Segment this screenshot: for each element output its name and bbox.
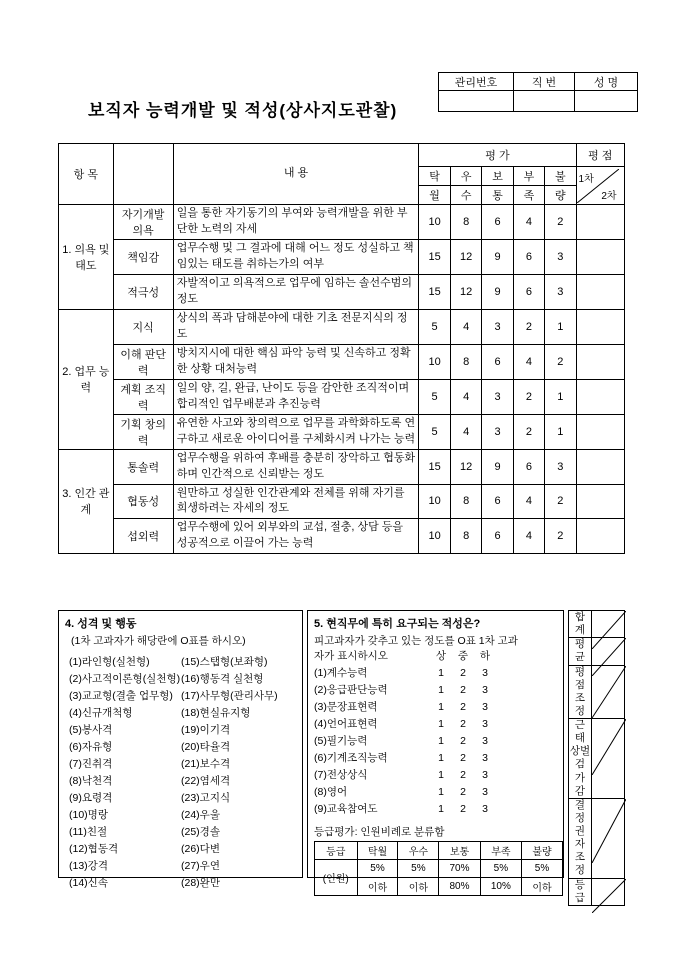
trait-item[interactable]: (12)협동격 bbox=[69, 843, 119, 855]
aptitude-option[interactable]: 3 bbox=[482, 701, 488, 713]
row-10-score-2[interactable]: 8 bbox=[450, 519, 482, 554]
table-header-row-1 bbox=[59, 144, 625, 167]
row-7-score-1[interactable]: 5 bbox=[419, 414, 451, 449]
summary-label-decider-adjust: 결 정 권 자 조 정 bbox=[569, 798, 592, 878]
header-scale-5-line2: 량 bbox=[545, 186, 576, 205]
aptitude-label: (5)필기능력 bbox=[314, 735, 368, 747]
summary-value-score-adjust[interactable] bbox=[592, 665, 625, 719]
aptitude-option[interactable]: 1 bbox=[438, 769, 444, 781]
row-3-score-3[interactable]: 9 bbox=[482, 274, 513, 309]
aptitude-option[interactable]: 3 bbox=[482, 769, 488, 781]
aptitude-option[interactable]: 3 bbox=[482, 684, 488, 696]
grade-value-poor-1: 5% bbox=[480, 860, 521, 878]
section5-col-header-high: 상 bbox=[435, 650, 447, 662]
summary-table bbox=[568, 610, 625, 906]
row-9-score-1[interactable]: 10 bbox=[419, 484, 451, 519]
row-9-score-4[interactable]: 4 bbox=[513, 484, 544, 519]
aptitude-label: (6)기계조직능력 bbox=[314, 752, 388, 764]
aptitude-option[interactable]: 3 bbox=[482, 752, 488, 764]
aptitude-label: (7)전상상식 bbox=[314, 769, 368, 781]
trait-item[interactable]: (25)경솔 bbox=[181, 826, 220, 838]
diagonal-line-icon bbox=[592, 799, 626, 863]
summary-row bbox=[569, 878, 625, 905]
grade-value-average-2: 80% bbox=[439, 878, 480, 896]
section4-column-left bbox=[69, 654, 181, 892]
table-row bbox=[59, 344, 625, 379]
section-required-aptitude bbox=[307, 610, 564, 894]
trait-item[interactable]: (17)사무형(관리사무) bbox=[181, 690, 278, 702]
row-1-score-1[interactable]: 10 bbox=[419, 205, 451, 240]
aptitude-row bbox=[314, 801, 563, 818]
trait-item[interactable]: (1)라인형(실천형) bbox=[69, 656, 150, 668]
row-5-score-3[interactable]: 6 bbox=[482, 344, 513, 379]
row-9-total[interactable] bbox=[576, 484, 624, 519]
aptitude-option[interactable]: 1 bbox=[438, 684, 444, 696]
trait-item[interactable]: (22)염세격 bbox=[181, 775, 231, 787]
row-3-score-5[interactable]: 3 bbox=[545, 274, 576, 309]
row-2-score-2[interactable]: 12 bbox=[450, 240, 482, 275]
row-4-score-1[interactable]: 5 bbox=[419, 309, 451, 344]
grade-header-average: 보통 bbox=[439, 842, 480, 860]
row-1-total[interactable] bbox=[576, 205, 624, 240]
row-category-3: 3. 인간 관계 bbox=[59, 449, 114, 554]
row-sub-9: 협동성 bbox=[113, 484, 173, 519]
row-sub-10: 섭외력 bbox=[113, 519, 173, 554]
header-score-first-second bbox=[576, 167, 624, 205]
row-10-score-5[interactable]: 2 bbox=[545, 519, 576, 554]
trait-item[interactable]: (19)이기격 bbox=[181, 724, 231, 736]
aptitude-option[interactable]: 1 bbox=[438, 667, 444, 679]
trait-item[interactable]: (7)진취격 bbox=[69, 758, 113, 770]
row-2-score-4[interactable]: 6 bbox=[513, 240, 544, 275]
row-9-score-3[interactable]: 6 bbox=[482, 484, 513, 519]
diagonal-line-icon bbox=[592, 719, 626, 775]
aptitude-label: (9)교육참여도 bbox=[314, 803, 378, 815]
header-scale-2-line1: 우 bbox=[450, 167, 482, 186]
section5-col-header-low: 하 bbox=[479, 650, 491, 662]
id-box-header-name: 성 명 bbox=[575, 73, 638, 91]
section4-columns bbox=[59, 648, 302, 892]
row-9-score-2[interactable]: 8 bbox=[450, 484, 482, 519]
id-box-value-row bbox=[439, 91, 638, 112]
row-6-score-5[interactable]: 1 bbox=[545, 379, 576, 414]
row-8-score-4[interactable]: 6 bbox=[513, 449, 544, 484]
row-desc-1: 일을 통한 자기동기의 부여와 능력개발을 위한 부단한 노력의 자세 bbox=[173, 205, 419, 240]
trait-item[interactable]: (6)자유형 bbox=[69, 741, 113, 753]
grade-table-header-row bbox=[315, 842, 563, 860]
row-desc-3: 자발적이고 의욕적으로 업무에 임하는 솔선수범의 정도 bbox=[173, 274, 419, 309]
aptitude-option[interactable]: 2 bbox=[460, 735, 466, 747]
row-8-score-5[interactable]: 3 bbox=[545, 449, 576, 484]
grade-value-good-1: 5% bbox=[398, 860, 439, 878]
aptitude-label: (1)계수능력 bbox=[314, 667, 368, 679]
section5-subtitle-2-row bbox=[308, 648, 563, 663]
row-7-score-5[interactable]: 1 bbox=[545, 414, 576, 449]
summary-label-score-adjust: 평 점 조 정 bbox=[569, 665, 592, 719]
diagonal-line-icon bbox=[592, 879, 626, 913]
id-box-header-row bbox=[439, 73, 638, 91]
aptitude-row bbox=[314, 682, 563, 699]
row-1-score-4[interactable]: 4 bbox=[513, 205, 544, 240]
trait-item[interactable]: (20)타율격 bbox=[181, 741, 231, 753]
summary-row bbox=[569, 665, 625, 719]
aptitude-row bbox=[314, 699, 563, 716]
aptitude-row bbox=[314, 716, 563, 733]
trait-item[interactable]: (4)신규개척형 bbox=[69, 707, 133, 719]
trait-item[interactable]: (3)교교형(결출 업무형) bbox=[69, 690, 173, 702]
aptitude-option[interactable]: 3 bbox=[482, 803, 488, 815]
row-3-total[interactable] bbox=[576, 274, 624, 309]
diagonal-line-icon bbox=[592, 666, 626, 718]
grade-value-bad-1: 5% bbox=[522, 860, 563, 878]
section5-subtitle-2: 자가 표시하시오 bbox=[314, 650, 388, 662]
row-6-score-3[interactable]: 3 bbox=[482, 379, 513, 414]
aptitude-option[interactable]: 2 bbox=[460, 803, 466, 815]
row-5-score-4[interactable]: 4 bbox=[513, 344, 544, 379]
id-box-value-management-no[interactable] bbox=[439, 91, 514, 112]
aptitude-option[interactable]: 1 bbox=[438, 752, 444, 764]
row-8-score-2[interactable]: 12 bbox=[450, 449, 482, 484]
summary-label-grade: 등 급 bbox=[569, 878, 592, 905]
grade-value-poor-2: 10% bbox=[480, 878, 521, 896]
row-6-score-1[interactable]: 5 bbox=[419, 379, 451, 414]
row-1-score-5[interactable]: 2 bbox=[545, 205, 576, 240]
table-row bbox=[59, 379, 625, 414]
trait-item[interactable]: (5)봉사격 bbox=[69, 724, 113, 736]
row-10-score-4[interactable]: 4 bbox=[513, 519, 544, 554]
section5-grade-note: 등급평가: 인원비례로 분류함 bbox=[314, 826, 445, 838]
row-sub-6: 계획 조직력 bbox=[113, 379, 173, 414]
trait-item[interactable]: (13)강격 bbox=[69, 860, 108, 872]
evaluation-table bbox=[58, 143, 625, 554]
row-5-total[interactable] bbox=[576, 344, 624, 379]
row-7-score-3[interactable]: 3 bbox=[482, 414, 513, 449]
grade-row-label: (인원) bbox=[315, 860, 358, 896]
header-content: 내 용 bbox=[173, 144, 419, 205]
row-sub-1: 자기개발 의욕 bbox=[113, 205, 173, 240]
header-scale-3-line2: 통 bbox=[482, 186, 513, 205]
trait-item[interactable]: (24)우울 bbox=[181, 809, 220, 821]
row-4-score-3[interactable]: 3 bbox=[482, 309, 513, 344]
row-5-score-1[interactable]: 10 bbox=[419, 344, 451, 379]
row-1-score-3[interactable]: 6 bbox=[482, 205, 513, 240]
id-box-value-name[interactable] bbox=[575, 91, 638, 112]
table-row bbox=[59, 414, 625, 449]
trait-item[interactable]: (26)다변 bbox=[181, 843, 220, 855]
aptitude-option[interactable]: 2 bbox=[460, 769, 466, 781]
score-header-diagonal bbox=[577, 169, 619, 203]
id-box-value-job-no[interactable] bbox=[514, 91, 575, 112]
row-4-total[interactable] bbox=[576, 309, 624, 344]
section-summary bbox=[568, 610, 625, 904]
aptitude-option[interactable]: 2 bbox=[460, 701, 466, 713]
row-sub-5: 이해 판단력 bbox=[113, 344, 173, 379]
grade-value-good-2: 이하 bbox=[398, 878, 439, 896]
row-10-score-1[interactable]: 10 bbox=[419, 519, 451, 554]
grade-table-value-row-1 bbox=[315, 860, 563, 878]
summary-label-average: 평 균 bbox=[569, 638, 592, 665]
aptitude-row bbox=[314, 750, 563, 767]
aptitude-option[interactable]: 2 bbox=[460, 752, 466, 764]
aptitude-row bbox=[314, 767, 563, 784]
trait-item[interactable]: (27)우연 bbox=[181, 860, 220, 872]
section4-title: 4. 성격 및 행동 bbox=[65, 618, 137, 630]
trait-item[interactable]: (23)고지식 bbox=[181, 792, 231, 804]
row-6-score-4[interactable]: 2 bbox=[513, 379, 544, 414]
trait-item[interactable]: (16)행동격 실천형 bbox=[181, 673, 264, 685]
row-sub-8: 통솔력 bbox=[113, 449, 173, 484]
row-2-total[interactable] bbox=[576, 240, 624, 275]
grade-header-bad: 불량 bbox=[522, 842, 563, 860]
section-personality-behavior bbox=[58, 610, 303, 889]
row-desc-4: 상식의 폭과 담해분야에 대한 기초 전문지식의 정도 bbox=[173, 309, 419, 344]
grade-value-excellent-1: 5% bbox=[357, 860, 398, 878]
row-8-score-1[interactable]: 15 bbox=[419, 449, 451, 484]
row-3-score-1[interactable]: 15 bbox=[419, 274, 451, 309]
id-box-header-job-no: 직 번 bbox=[514, 73, 575, 91]
header-scale-5-line1: 불 bbox=[545, 167, 576, 186]
row-8-score-3[interactable]: 9 bbox=[482, 449, 513, 484]
summary-row bbox=[569, 611, 625, 638]
trait-item[interactable]: (14)신속 bbox=[69, 877, 108, 889]
row-category-2: 2. 업무 능력 bbox=[59, 309, 114, 449]
summary-value-decider-adjust[interactable] bbox=[592, 798, 625, 878]
header-scale-2-line2: 수 bbox=[450, 186, 482, 205]
aptitude-option[interactable]: 1 bbox=[438, 786, 444, 798]
section5-col-header-mid: 중 bbox=[457, 650, 469, 662]
summary-value-total[interactable] bbox=[592, 611, 625, 638]
aptitude-row bbox=[314, 665, 563, 682]
aptitude-option[interactable]: 3 bbox=[482, 786, 488, 798]
id-box-header-management-no: 관리번호 bbox=[439, 73, 514, 91]
trait-item[interactable]: (11)친절 bbox=[69, 826, 108, 838]
trait-item[interactable]: (10)명랑 bbox=[69, 809, 108, 821]
header-eval-group: 평 가 bbox=[419, 144, 576, 167]
aptitude-option[interactable]: 3 bbox=[482, 667, 488, 679]
grade-header-good: 우수 bbox=[398, 842, 439, 860]
table-row bbox=[59, 484, 625, 519]
row-9-score-5[interactable]: 2 bbox=[545, 484, 576, 519]
table-row bbox=[59, 519, 625, 554]
grade-header-grade: 등급 bbox=[315, 842, 358, 860]
aptitude-option[interactable]: 2 bbox=[460, 786, 466, 798]
aptitude-row bbox=[314, 733, 563, 750]
summary-row bbox=[569, 638, 625, 665]
table-row bbox=[59, 449, 625, 484]
header-item-sub bbox=[113, 144, 173, 205]
row-2-score-3[interactable]: 9 bbox=[482, 240, 513, 275]
row-3-score-4[interactable]: 6 bbox=[513, 274, 544, 309]
row-sub-3: 적극성 bbox=[113, 274, 173, 309]
aptitude-option[interactable]: 3 bbox=[482, 735, 488, 747]
section5-item-list bbox=[308, 663, 563, 818]
aptitude-label: (2)응급판단능력 bbox=[314, 684, 388, 696]
header-scale-4-line2: 족 bbox=[513, 186, 544, 205]
grade-value-average-1: 70% bbox=[439, 860, 480, 878]
section5-subtitle-1: 피고과자가 갖추고 있는 정도를 O표 1차 고과 bbox=[314, 635, 518, 647]
row-sub-2: 책임감 bbox=[113, 240, 173, 275]
row-5-score-5[interactable]: 2 bbox=[545, 344, 576, 379]
table-row bbox=[59, 309, 625, 344]
grade-header-excellent: 탁월 bbox=[357, 842, 398, 860]
aptitude-row bbox=[314, 784, 563, 801]
summary-value-grade[interactable] bbox=[592, 878, 625, 905]
id-box bbox=[438, 72, 638, 112]
aptitude-option[interactable]: 2 bbox=[460, 684, 466, 696]
header-scale-4-line1: 부 bbox=[513, 167, 544, 186]
row-sub-4: 지식 bbox=[113, 309, 173, 344]
page-title: 보직자 능력개발 및 적성(상사지도관찰) bbox=[88, 101, 398, 120]
row-4-score-2[interactable]: 4 bbox=[450, 309, 482, 344]
section5-title: 5. 현직무에 특히 요구되는 적성은? bbox=[314, 618, 481, 630]
aptitude-option[interactable]: 3 bbox=[482, 718, 488, 730]
header-score-group: 평 점 bbox=[576, 144, 624, 167]
section4-subtitle: (1차 고과자가 해당란에 O표를 하시오) bbox=[71, 635, 246, 647]
table-row bbox=[59, 240, 625, 275]
trait-item[interactable]: (9)요령격 bbox=[69, 792, 113, 804]
trait-item[interactable]: (2)사고적이론형(실천형) bbox=[69, 673, 181, 685]
grade-value-excellent-2: 이하 bbox=[357, 878, 398, 896]
row-desc-9: 원만하고 성실한 인간관계와 전체를 위해 자기를 희생하려는 자세의 정도 bbox=[173, 484, 419, 519]
row-5-score-2[interactable]: 8 bbox=[450, 344, 482, 379]
aptitude-label: (8)영어 bbox=[314, 786, 348, 798]
row-8-total[interactable] bbox=[576, 449, 624, 484]
row-sub-7: 기획 창의력 bbox=[113, 414, 173, 449]
grade-header-poor: 부족 bbox=[480, 842, 521, 860]
row-desc-5: 방치지시에 대한 핵심 파악 능력 및 신속하고 정확한 상황 대처능력 bbox=[173, 344, 419, 379]
table-row bbox=[59, 205, 625, 240]
aptitude-option[interactable]: 1 bbox=[438, 735, 444, 747]
row-10-total[interactable] bbox=[576, 519, 624, 554]
summary-label-attendance-adjust: 근 태 상벌검 가 감 bbox=[569, 719, 591, 797]
grade-value-bad-2: 이하 bbox=[522, 878, 563, 896]
row-desc-7: 유연한 사고와 창의력으로 업무를 과학화하도록 연구하고 새로운 아이디어를 구체화시켜 나가는 능력 bbox=[173, 414, 419, 449]
row-category-1: 1. 의욕 및 태도 bbox=[59, 205, 114, 310]
trait-item[interactable]: (21)보수격 bbox=[181, 758, 231, 770]
row-desc-8: 업무수행을 위하여 후배를 충분히 장악하고 협동화하며 인간적으로 신뢰받는 정도 bbox=[173, 449, 419, 484]
row-1-score-2[interactable]: 8 bbox=[450, 205, 482, 240]
row-2-score-1[interactable]: 15 bbox=[419, 240, 451, 275]
header-second-round: 2차 bbox=[601, 190, 617, 202]
row-2-score-5[interactable]: 3 bbox=[545, 240, 576, 275]
header-scale-1-line2: 월 bbox=[419, 186, 451, 205]
header-item: 항 목 bbox=[59, 144, 114, 205]
header-first-round: 1차 bbox=[578, 173, 594, 185]
trait-item[interactable]: (8)낙천격 bbox=[69, 775, 113, 787]
row-4-score-4[interactable]: 2 bbox=[513, 309, 544, 344]
row-4-score-5[interactable]: 1 bbox=[545, 309, 576, 344]
aptitude-label: (4)언어표현력 bbox=[314, 718, 378, 730]
aptitude-option[interactable]: 1 bbox=[438, 803, 444, 815]
row-10-score-3[interactable]: 6 bbox=[482, 519, 513, 554]
row-7-total[interactable] bbox=[576, 414, 624, 449]
aptitude-label: (3)문장표현력 bbox=[314, 701, 378, 713]
summary-row bbox=[569, 798, 625, 878]
bottom-sections bbox=[58, 610, 625, 904]
summary-row bbox=[569, 719, 625, 799]
row-6-score-2[interactable]: 4 bbox=[450, 379, 482, 414]
header-scale-3-line1: 보 bbox=[482, 167, 513, 186]
row-desc-10: 업무수행에 있어 외부와의 교섭, 절충, 상담 등을 성공적으로 이끌어 가는 능력 bbox=[173, 519, 419, 554]
row-7-score-4[interactable]: 2 bbox=[513, 414, 544, 449]
row-7-score-2[interactable]: 4 bbox=[450, 414, 482, 449]
aptitude-option[interactable]: 2 bbox=[460, 718, 466, 730]
trait-item[interactable]: (28)완만 bbox=[181, 877, 220, 889]
grade-distribution-table bbox=[314, 841, 563, 896]
aptitude-option[interactable]: 1 bbox=[438, 718, 444, 730]
summary-value-attendance-adjust[interactable] bbox=[592, 719, 625, 799]
trait-item[interactable]: (15)스탭형(보좌형) bbox=[181, 656, 268, 668]
row-3-score-2[interactable]: 12 bbox=[450, 274, 482, 309]
row-desc-6: 일의 양, 길, 완급, 난이도 등을 감안한 조직적이며 합리적인 업무배분과 추진능력 bbox=[173, 379, 419, 414]
section4-column-right bbox=[181, 654, 293, 892]
summary-label-total: 합 계 bbox=[569, 611, 592, 638]
table-row bbox=[59, 274, 625, 309]
aptitude-option[interactable]: 1 bbox=[438, 701, 444, 713]
trait-item[interactable]: (18)현실유지형 bbox=[181, 707, 251, 719]
header-scale-1-line1: 탁 bbox=[419, 167, 451, 186]
row-6-total[interactable] bbox=[576, 379, 624, 414]
summary-value-average[interactable] bbox=[592, 638, 625, 665]
aptitude-option[interactable]: 2 bbox=[460, 667, 466, 679]
row-desc-2: 업무수행 및 그 결과에 대해 어느 정도 성실하고 책임있는 태도를 취하는가의 여부 bbox=[173, 240, 419, 275]
